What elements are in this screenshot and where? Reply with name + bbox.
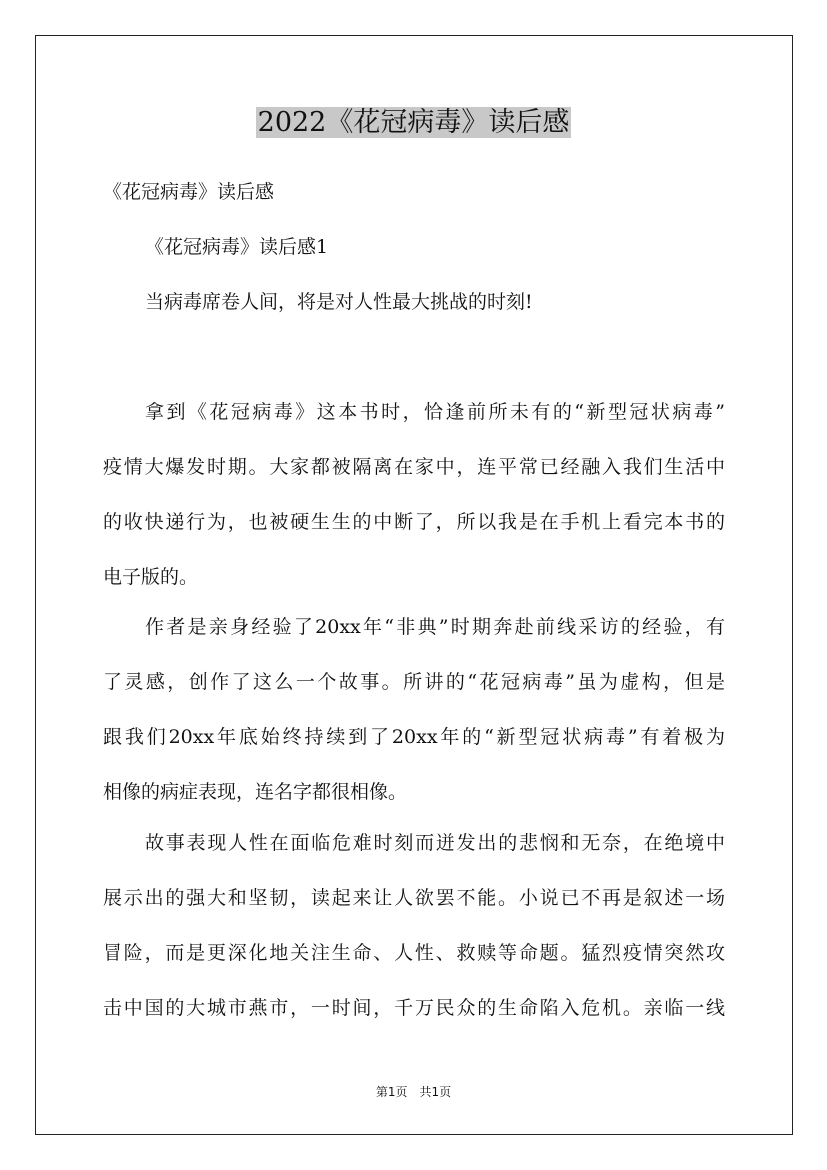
paragraph-line: 电子版的。: [103, 566, 199, 588]
paragraph-line: 疫情大爆发时期。大家都被隔离在家中，连平常已经融入我们生活中: [103, 456, 725, 478]
paragraph-line: 冒险，而是更深化地关注生命、人性、救赎等命题。猛烈疫情突然攻: [103, 942, 725, 964]
paragraph-line: 了灵感，创作了这么一个故事。所讲的“花冠病毒”虽为虚构，但是: [103, 671, 725, 693]
document-title-text: 2022《花冠病毒》读后感: [257, 107, 570, 138]
paragraph-line: 击中国的大城市燕市，一时间，千万民众的生命陷入危机。亲临一线: [103, 997, 725, 1019]
paragraph-line: 的收快递行为，也被硬生生的中断了，所以我是在手机上看完本书的: [103, 511, 725, 533]
paragraph-line: 拿到《花冠病毒》这本书时，恰逢前所未有的“新型冠状病毒”: [145, 401, 725, 423]
intro-line: 当病毒席卷人间，将是对人性最大挑战的时刻!: [145, 291, 533, 313]
paragraph-line: 展示出的强大和坚韧，读起来让人欲罢不能。小说已不再是叙述一场: [103, 887, 725, 909]
paragraph-line: 故事表现人性在面临危难时刻而迸发出的悲悯和无奈，在绝境中: [145, 832, 725, 854]
paragraph-line: 相像的病症表现，连名字都很相像。: [103, 781, 408, 803]
page-footer: 第1页 共1页: [375, 1085, 452, 1099]
paragraph-line: 跟我们20xx年底始终持续到了20xx年的“新型冠状病毒”有着极为: [103, 726, 725, 748]
document-subtitle: 《花冠病毒》读后感: [103, 181, 275, 203]
section-heading: 《花冠病毒》读后感1: [145, 236, 329, 258]
document-title: [0, 103, 827, 143]
paragraph-line: 作者是亲身经验了20xx年“非典”时期奔赴前线采访的经验，有: [145, 616, 725, 638]
